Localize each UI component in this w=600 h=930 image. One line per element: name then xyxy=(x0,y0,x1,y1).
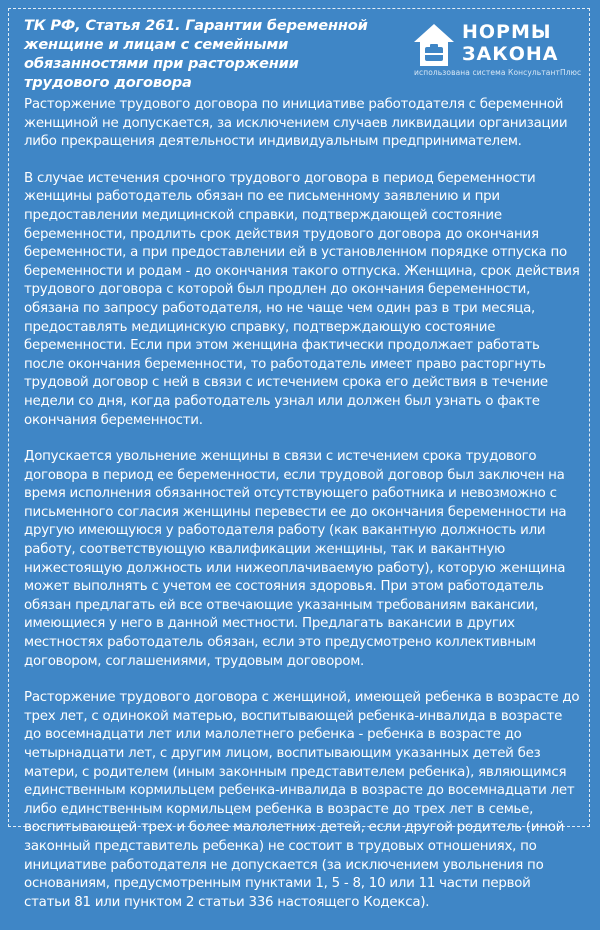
paragraph-2: В случае истечения срочного трудового договора в период беременности женщины работодатель обязан по ее письменному заявлению и при предоставлении медицинской справки, подтверждающей состояние беременности, продлить срок действия трудового договора до окончания беременности, а при предоставлении ей в установленном порядке отпуска по беременности и родам - до окончания такого отпуска. Женщина, срок действия трудового договора с которой был продлен до окончания беременности, обязана по запросу работодателя, но не чаще чем один раз в три месяца, предоставлять медицинскую справку, подтверждающую состояние беременности. Если при этом женщина фактически продолжает работать после окончания беременности, то работодатель имеет право расторгнуть трудовой договор с ней в связи с истечением срока его действия в течение недели со дня, когда работодатель узнал или должен был узнать о факте окончания беременности. xyxy=(24,170,580,428)
article-header xyxy=(24,16,384,92)
logo-line-1: НОРМЫ xyxy=(462,21,552,43)
article-body xyxy=(24,96,580,930)
paragraph-4: Расторжение трудового договора с женщиной, имеющей ребенка в возрасте до трех лет, с одинокой матерью, воспитывающей ребенка-инвалида в возрасте до восемнадцати лет или малолетнего ребенка - ребенка в возрасте до четырнадцати лет, с другим лицом, воспитывающим указанных детей без матери, с родителем (иным законным представителем ребенка), являющимся единственным кормильцем ребенка-инвалида в возрасте до восемнадцати лет либо единственным кормильцем ребенка в возрасте до трех лет в семье, воспитывающей трех и более малолетних детей, если другой родитель (иной законный представитель ребенка) не состоит в трудовых отношениях, по инициативе работодателя не допускается (за исключением увольнения по основаниям, предусмотренным пунктами 1, 5 - 8, 10 или 11 части первой статьи 81 или пунктом 2 статьи 336 настоящего Кодекса). xyxy=(24,690,580,910)
logo-subtitle: использована система КонсультантПлюс xyxy=(414,68,582,77)
logo xyxy=(412,22,584,80)
paragraph-1: Расторжение трудового договора по инициативе работодателя с беременной женщиной не допускается, за исключением случаев ликвидации организации либо прекращения деятельности индивидуальным предпринимателем. xyxy=(24,97,568,150)
house-briefcase-icon xyxy=(412,22,456,68)
logo-line-2: ЗАКОНА xyxy=(462,43,559,65)
article-title: ТК РФ, Статья 261. Гарантии беременной женщине и лицам с семейными обязанностями при расторжении трудового договора xyxy=(24,17,368,91)
paragraph-3: Допускается увольнение женщины в связи с истечением срока трудового договора в период ее беременности, если трудовой договор был заключен на время исполнения обязанностей отсутствующего работника и невозможно с письменного согласия женщины перевести ее до окончания беременности на другую имеющуюся у работодателя работу (как вакантную должность или работу, соответствующую квалификации женщины, так и вакантную нижестоящую должность или нижеоплачиваемую работу), которую женщина может выполнять с учетом ее состояния здоровья. При этом работодатель обязан предлагать ей все отвечающие указанным требованиям вакансии, имеющиеся у него в данной местности. Предлагать вакансии в других местностях работодатель обязан, если это предусмотрено коллективным договором, соглашениями, трудовым договором. xyxy=(24,449,567,669)
